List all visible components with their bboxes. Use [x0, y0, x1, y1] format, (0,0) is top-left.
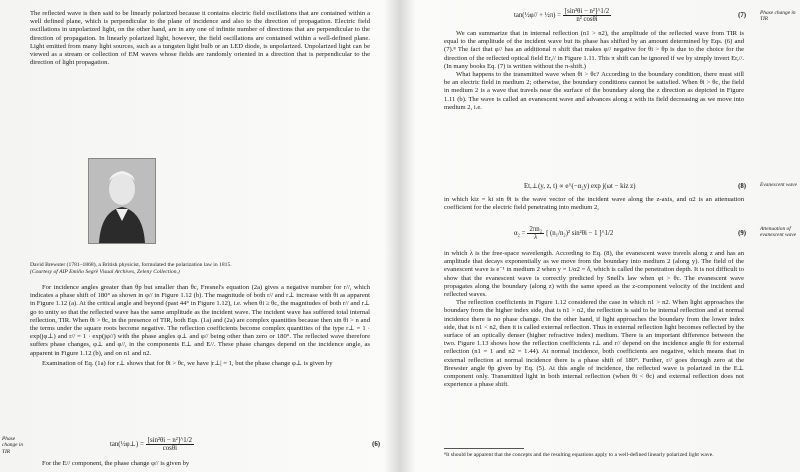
right-para-3: in which kiz = ki sin θi is the wave vector of the incident wave along the z-axis, and α2 is an attenuation coefficient for the electric field penetrating into medium 2,: [444, 196, 744, 212]
margin-note-phase-change-right: Phase change in TIR: [760, 10, 796, 23]
footnote-rule: [444, 448, 524, 449]
margin-note-phase-change: Phase change in TIR: [2, 436, 24, 455]
right-para-4: in which λ is the free-space wavelength. According to Eq. (8), the evanescent wave travels along z and has an amplitude that decays exponentially as we move from the boundary into medium 2 (along y). The field of the evanescent wave is e⁻¹ in medium 2 when y = 1/α2 = δ, which is called the penetration depth. It is not difficult to show that the evanescent wave is correctly predicted by Snell's law when φt > θc. The evanescent wave propagates along the boundary (along z) with the same speed as the z-component velocity of the incident and reflected waves. The reflection coefficients in Figure 1.12 considered the case in which n1 > n2. When light approaches the boundary from the higher index side, that is n1 > n2, the reflection is said to be internal reflection and at normal incidence there is no phase change. On the other hand, if light approaches the boundary from the lower index side, that is n1 < n2, then it is called external reflection. Thus in external reflection light becomes reflected by the surface of an optically denser (higher refractive index) medium. There is an important difference between the two. Figure 1.13 shows how the reflection coefficients r⊥ and r// depend on the incidence angle θi for external reflection (n1 = 1 and n2 = 1.44). At normal incidence, both coefficients are negative, which means that in external reflection at normal incidence there is a phase shift of 180°. Further, r// goes through zero at the Brewster angle θp given by Eq. (5). At this angle of incidence, the reflected wave is polarized in the E⊥ component only. Transmitted light in both internal reflection (when θi < θc) and external reflection does not experience a phase shift.: [444, 250, 744, 389]
equation-6: tan(½φ⊥) = $\frac{\text{[sin²θi − n²]\textasciicircum{}1/2}}{\cos\theta i}$ (6): [110, 436, 380, 452]
left-para-4: For the E// component, the phase change φ// is given by: [42, 460, 190, 467]
brewster-portrait: [88, 158, 156, 244]
portrait-image-icon: [89, 159, 155, 243]
photo-caption: David Brewster (1781–1868), a British physicist, formulated the polarization law in 1815. (Courtesy of AIP Emilio Segrè Visual Archives, Zeleny Collection.): [30, 262, 232, 275]
left-para-2: For incidence angles greater than θp but smaller than θc, Fresnel's equation (2a) gives a negative number for r//, which indicates a phase shift of 180° as shown in φ// in Figure 1.12 (b). The magnitude of both r// and r⊥ increase with θi as apparent in Figure 1.12 (a). At the critical angle and beyond (past 44° in Figure 1.12), i.e. when θi ≥ θc, the magnitudes of both r// and r⊥ go to unity so that the reflected wave has the same amplitude as the incident wave. The incident wave has suffered total internal reflection, TIR. When θi > θc, in the presence of TIR, both Eqs. (1a) and (2a) are complex quantities because then sin θi > n and the terms under the square roots become negative. The reflection coefficients become complex quantities of the type r⊥ = 1 · exp(jφ⊥) and r// = 1 · exp(jφ//) with the phase angles φ⊥ and φ// being other than zero or 180°. The reflected wave therefore suffers phase changes, φ⊥ and φ//, in the components E⊥ and E//. These phase changes depend on the incidence angle, as apparent in Figure 1.12 (b), and on n1 and n2. Examination of Eq. (1a) for r⊥ shows that for θi > θc, we have |r⊥| = 1, but the phase change φ⊥ is given by: [30, 284, 370, 367]
right-para-1: We can summarize that in internal reflection (n1 > n2), the amplitude of the reflected wave from TIR is equal to the amplitude of the incident wave but its phase has shifted by an amount determined by Eqs. (6) and (7).⁸ The fact that φ// has an additional π shift that makes φ// negative for θi > θp is due to the choice for the direction of the reflected optical field Er,// in Figure 1.11. This π shift can be ignored if we by simply invert Er,//. (In many books Eq. (7) is written without the π-shift.) What happens to the transmitted wave when θi > θc? According to the boundary condition, there must still be an electric field in medium 2; otherwise, the boundary conditions cannot be satisfied. When θi > θc, the field in medium 2 is a wave that travels near the surface of the boundary along the z direction as depicted in Figure 1.11 (b). The wave is called an evanescent wave and advances along z with its field decreasing as we move into medium 2, i.e.: [444, 30, 744, 111]
equation-9: α₂ = $\frac{\text{2πn₂}}{\lambda}$ [ (n₁/n₂)² sin²θi − 1 ]^1/2 (9): [514, 225, 746, 241]
equation-7: tan(½φ// + ½π) = $\frac{\text{[sin²θi − n²]\textasciicircum{}1/2}}{\text{n² cosθi}}$ (7): [514, 7, 746, 23]
footnote: ⁸It should be apparent that the concepts and the resulting equations apply to a well-defined linearly polarized light wave.: [444, 452, 714, 458]
margin-note-attenuation: Attenuation of evanescent wave: [760, 226, 797, 239]
margin-note-evanescent: Evanescent wave: [760, 182, 797, 188]
left-para-1: The reflected wave is then said to be linearly polarized because it contains electric field oscillations that are contained within a well defined plane, which is perpendicular to the plane of incidence and also to the direction of propagation. Electric field oscillations in unpolarized light, on the other hand, are in any one of infinite number of directions that are perpendicular to the direction of propagation. In linearly polarized light, however, the field oscillations are contained within a well-defined plane. Light emitted from many light sources, such as a tungsten light bulb or an LED diode, is unpolarized. Unpolarized light can be viewed as a stream or collection of EM waves whose fields are randomly oriented in a direction that is perpendicular to the direction of light propagation.: [30, 10, 370, 67]
right-page: [404, 0, 800, 472]
left-page: [0, 0, 396, 472]
equation-8: Et,⊥(y, z, t) ∝ e^(−α₂y) exp j(ωt − kiz z) (8): [524, 182, 746, 190]
